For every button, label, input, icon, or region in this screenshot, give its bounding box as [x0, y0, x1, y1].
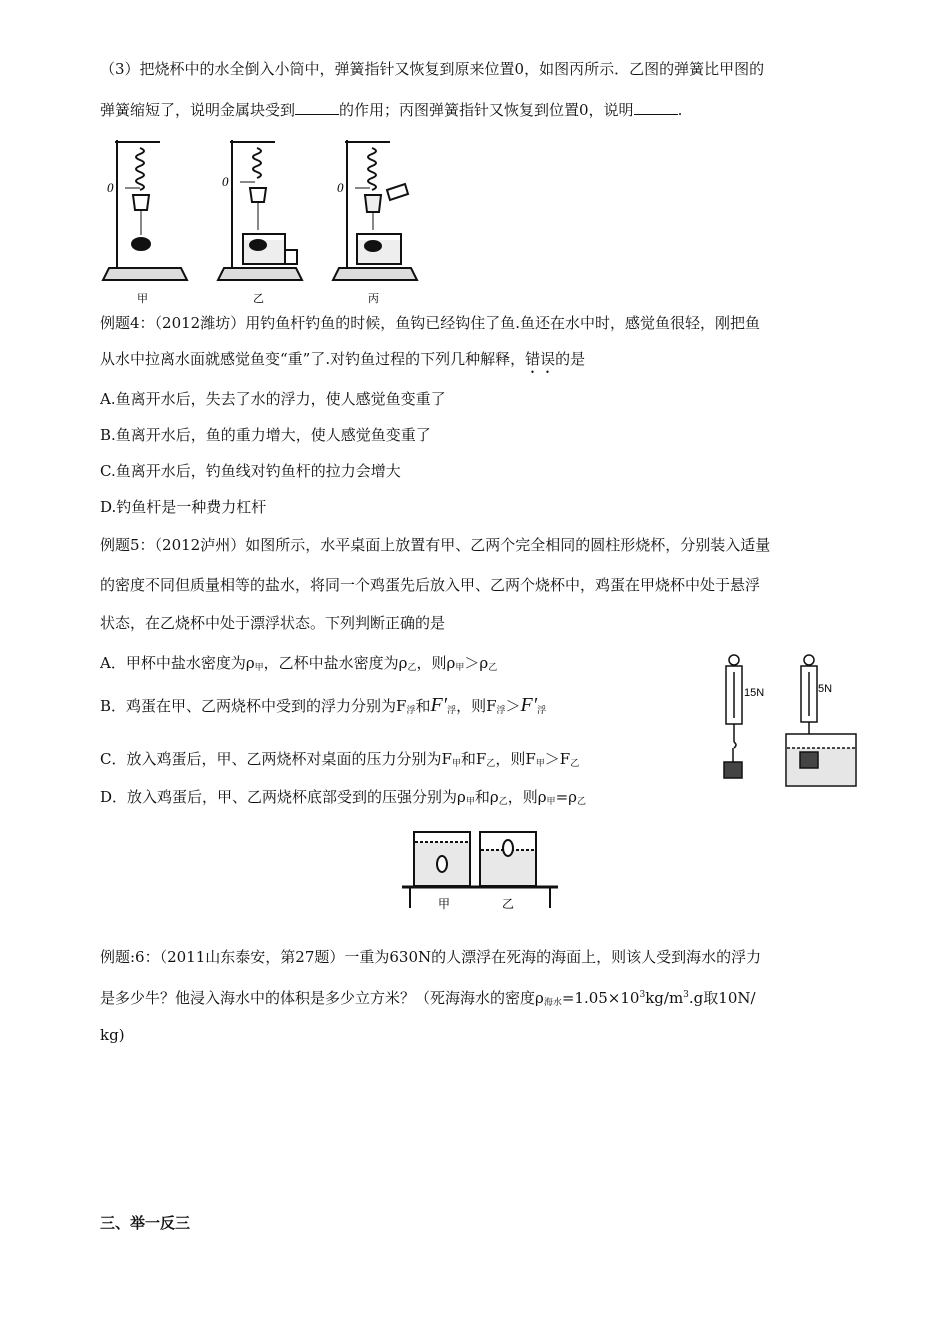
ex4-text-a: 从水中拉离水面就感觉鱼变“重”了.对钓鱼过程的下列几种解释，: [100, 350, 526, 368]
subscript: 甲: [455, 663, 465, 673]
subscript: 乙: [488, 663, 498, 673]
answer-blank-1[interactable]: [295, 100, 339, 115]
ex6-text: .g取10N/: [688, 989, 756, 1007]
subscript: 乙: [576, 797, 586, 807]
ex6-text: 是多少牛？他浸入海水中的体积是多少立方米？（死海海水的密度ρ: [100, 989, 544, 1007]
ex4-line1: 例题4：（2012潍坊）用钓鱼杆钓鱼的时候，鱼钩已经钩住了鱼.鱼还在水中时，感觉鱼很轻，刚把鱼: [100, 314, 760, 332]
marker-0-a: 0: [107, 180, 114, 195]
ex6-line2: [100, 984, 860, 1014]
ex4-emphasis: 错误: [525, 350, 556, 368]
q3-text-b: 的作用；丙图弹簧指针又恢复到位置0，说明: [339, 101, 634, 119]
f-prime: F′: [430, 694, 448, 716]
scale-label-5n: 5N: [818, 683, 833, 695]
subscript: 浮: [537, 706, 547, 716]
subscript: 乙: [498, 797, 508, 807]
superscript: 3: [683, 990, 689, 1000]
opt-text: A．甲杯中盐水密度为ρ: [100, 654, 255, 672]
opt-text: ，乙杯中盐水密度为ρ: [263, 654, 408, 672]
ex4-option-a: A.鱼离开水后，失去了水的浮力，使人感觉鱼变重了: [100, 390, 446, 408]
opt-text: 和ρ: [474, 788, 499, 806]
opt-text: ，则ρ: [507, 788, 547, 806]
subscript: 甲: [254, 663, 264, 673]
ex5-line1: 例题5：（2012泸州）如图所示，水平桌面上放置有甲、乙两个完全相同的圆柱形烧杯，分别装入适量: [100, 536, 771, 554]
beaker-figure: [400, 828, 560, 913]
subscript: 浮: [496, 706, 506, 716]
ex4-option-d: D.钓鱼杆是一种费力杠杆: [100, 498, 267, 516]
opt-text: ＞: [505, 697, 521, 715]
superscript: 3: [639, 990, 646, 1000]
opt-text: ，则F: [456, 697, 497, 715]
opt-text: ，则F: [495, 750, 536, 768]
q3-line2: [100, 99, 860, 121]
ex4-option-c: C.鱼离开水后，钓鱼线对钓鱼杆的拉力会增大: [100, 462, 401, 480]
subscript: 甲: [465, 797, 475, 807]
subscript: 甲: [546, 797, 556, 807]
spring-experiment-figure: [95, 130, 440, 310]
scale-label-15n: 15N: [744, 687, 765, 699]
fig1-label-jia: 甲: [137, 292, 148, 305]
spring-scale-figure: [714, 652, 864, 792]
subscript: 乙: [407, 663, 417, 673]
subscript: 甲: [535, 759, 545, 769]
fig1-label-bing: 丙: [368, 292, 379, 305]
ex4-line2: [100, 348, 860, 377]
subscript: 乙: [486, 759, 496, 769]
subscript: 海水: [543, 998, 562, 1008]
answer-blank-2[interactable]: [634, 100, 678, 115]
opt-text: 和: [415, 697, 431, 715]
subscript: 乙: [570, 759, 580, 769]
marker-0-c: 0: [337, 180, 344, 195]
opt-text: B．鸡蛋在甲、乙两烧杯中受到的浮力分别为F: [100, 697, 407, 715]
subscript: 浮: [406, 706, 416, 716]
ex6-text: =1.05×10: [561, 989, 640, 1007]
beaker-label-yi: 乙: [502, 897, 515, 911]
ex5-line3: 状态，在乙烧杯中处于漂浮状态。下列判断正确的是: [100, 614, 446, 632]
q3-text-c: .: [677, 101, 683, 119]
marker-0-b: 0: [222, 174, 229, 189]
section-heading: 三、举一反三: [100, 1214, 191, 1232]
subscript: 甲: [451, 759, 461, 769]
opt-text: ＞ρ: [464, 654, 489, 672]
opt-text: ＞F: [544, 750, 571, 768]
ex4-option-b: B.鱼离开水后，鱼的重力增大，使人感觉鱼变重了: [100, 426, 431, 444]
ex5-line2: 的密度不同但质量相等的盐水，将同一个鸡蛋先后放入甲、乙两个烧杯中，鸡蛋在甲烧杯中处于悬浮: [100, 576, 761, 594]
subscript: 浮: [447, 706, 457, 716]
opt-text: ，则ρ: [416, 654, 456, 672]
f-prime: F′: [520, 694, 538, 716]
q3-text-a: 弹簧缩短了，说明金属块受到: [100, 101, 296, 119]
fig1-label-yi: 乙: [253, 292, 264, 305]
ex6-line1: 例题:6：（2011山东泰安，第27题）一重为630N的人漂浮在死海的海面上，则该人受到海水的浮力: [100, 948, 762, 966]
ex6-text: kg/m: [645, 989, 684, 1007]
ex6-line3: kg): [100, 1026, 125, 1044]
opt-text: C．放入鸡蛋后，甲、乙两烧杯对桌面的压力分别为F: [100, 750, 452, 768]
q3-line1: （3）把烧杯中的水全倒入小筒中，弹簧指针又恢复到原来位置0，如图丙所示．乙图的弹簧比甲图的: [100, 60, 765, 78]
opt-text: =ρ: [555, 788, 577, 806]
beaker-label-jia: 甲: [438, 897, 451, 911]
opt-text: 和F: [460, 750, 487, 768]
ex4-text-c: 的是: [555, 350, 586, 368]
opt-text: D．放入鸡蛋后，甲、乙两烧杯底部受到的压强分别为ρ: [100, 788, 466, 806]
